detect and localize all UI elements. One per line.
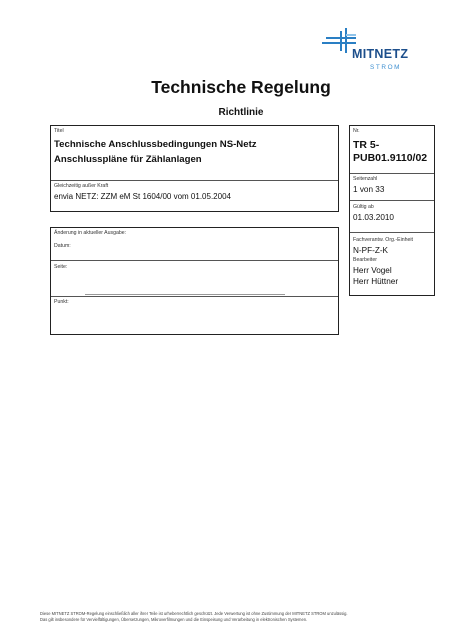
- nr-line1: TR 5-: [353, 139, 380, 151]
- mitnetz-logo: [318, 28, 436, 76]
- logo-sub: STROM: [370, 64, 402, 71]
- divider: [51, 296, 338, 297]
- fachverantw-value: N-PF-Z-K: [353, 246, 389, 255]
- divider: [350, 232, 434, 233]
- divider: [350, 200, 434, 201]
- document-title-line2: Anschlusspläne für Zählanlagen: [54, 154, 202, 165]
- bearbeiter-label: Bearbeiter: [353, 257, 377, 263]
- divider: [350, 173, 434, 174]
- bearbeiter-1: Herr Vogel: [353, 266, 392, 275]
- logo-brand: MITNETZ: [352, 47, 409, 61]
- changes-block: [50, 227, 339, 335]
- seitenzahl-label: Seitenzahl: [353, 176, 378, 182]
- seite-label: Seite:: [54, 264, 68, 270]
- footer-line1: Diese MITNETZ STROM-Regelung einschließlich aller ihrer Teile ist urheberrechtlich geschützt. Jede Verwertung ist ohne Zustimmung der MITNETZ STROM unzulässig.: [40, 611, 348, 616]
- punkt-label: Punkt:: [54, 299, 69, 305]
- aenderung-label: Änderung in aktueller Ausgabe:: [54, 230, 127, 236]
- nr-label: Nr.: [353, 128, 360, 134]
- gueltig-label: Gültig ab: [353, 204, 374, 210]
- divider: [51, 260, 338, 261]
- datum-label: Datum:: [54, 243, 71, 249]
- bearbeiter-2: Herr Hüttner: [353, 277, 399, 286]
- gleichzeitig-value: envia NETZ: ZZM eM St 1604/00 vom 01.05.2004: [54, 192, 231, 201]
- title-block: [50, 125, 339, 212]
- footer-line2: Das gilt insbesondere für Vervielfältigungen, Übersetzungen, Mikroverfilmungen und die Einspeisung und Verarbeitung in elektronischen Systemen.: [40, 616, 308, 622]
- gueltig-value: 01.03.2010: [353, 213, 394, 222]
- divider: [85, 294, 285, 295]
- divider: [51, 180, 338, 181]
- meta-block: [349, 125, 435, 296]
- page-title: Technische Regelung: [151, 77, 331, 97]
- document-title-line1: Technische Anschlussbedingungen NS-Netz: [54, 139, 257, 150]
- fachverantw-label: Fachverantw. Org.-Einheit: [353, 237, 413, 243]
- gleichzeitig-label: Gleichzeitig außer Kraft: [54, 183, 109, 189]
- titel-label: Titel: [54, 128, 64, 134]
- copyright-footer: [40, 611, 452, 622]
- page-subtitle: Richtlinie: [218, 107, 264, 118]
- nr-line2: PUB01.9110/02: [353, 152, 428, 164]
- seitenzahl-value: 1 von 33: [353, 185, 385, 194]
